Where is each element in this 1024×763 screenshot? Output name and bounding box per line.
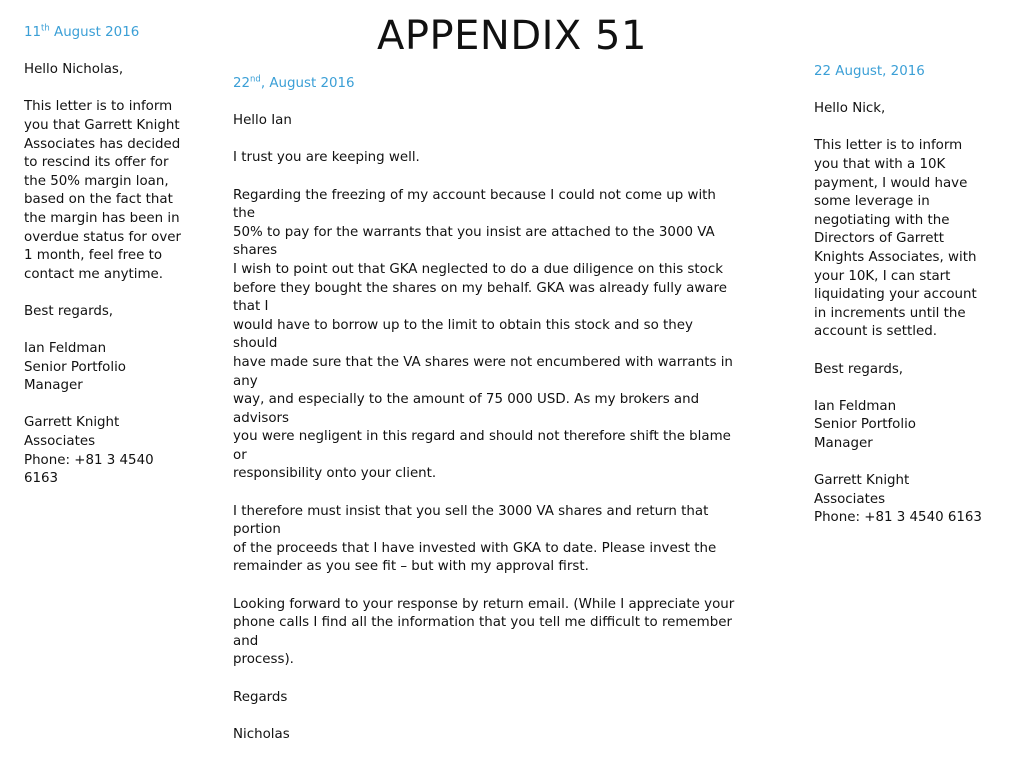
text-line: This letter is to inform: [24, 99, 173, 115]
text-line: This letter is to inform: [814, 138, 963, 154]
text-line: Phone: +81 3 4540: [24, 452, 154, 468]
text-line: some leverage in: [814, 194, 930, 210]
text-line: would have to borrow up to the limit to obtain this stock and so they should: [233, 317, 693, 352]
text-line: Nicholas: [233, 726, 290, 742]
date-ordinal-suffix: nd: [250, 74, 261, 85]
date-ordinal-suffix: th: [41, 23, 50, 34]
letter-paragraph: [233, 503, 739, 577]
text-line: I wish to point out that GKA neglected to do a due diligence on this stock: [233, 261, 723, 277]
letter-paragraph: [233, 149, 739, 168]
letter-paragraph: [233, 187, 739, 485]
text-line: process).: [233, 652, 294, 668]
page-title: APPENDIX 51: [377, 13, 647, 59]
text-line: the 50% margin loan,: [24, 173, 169, 189]
text-line: contact me anytime.: [24, 266, 164, 282]
date-day: 22: [233, 76, 251, 91]
text-line: way, and especially to the amount of 75 000 USD. As my brokers and advisors: [233, 392, 700, 426]
text-line: overdue status for over: [24, 229, 182, 245]
text-line: liquidating your account: [814, 287, 977, 303]
text-line: your 10K, I can start: [814, 268, 951, 284]
text-line: Looking forward to your response by return email. (While I appreciate your: [233, 596, 735, 612]
letter-paragraph: [24, 98, 182, 284]
date-day: 11: [24, 25, 42, 40]
letter-aug-22: [814, 63, 982, 546]
text-line: I trust you are keeping well.: [233, 150, 420, 166]
letter-paragraph: [24, 303, 182, 322]
text-line: Garrett Knight: [24, 415, 120, 431]
text-line: 50% to pay for the warrants that you insist are attached to the 3000 VA shares: [233, 224, 715, 259]
text-line: Senior Portfolio: [24, 359, 126, 375]
text-line: before they bought the shares on my behalf. GKA was already fully aware that I: [233, 280, 727, 315]
text-line: Regards: [233, 689, 288, 705]
letter-paragraph: [814, 398, 982, 454]
text-line: remainder as you see fit – but with my approval first.: [233, 559, 589, 575]
date-rest: August 2016: [49, 25, 140, 40]
date-day: 22 August, 2016: [814, 64, 925, 79]
letter-paragraph: [814, 100, 982, 119]
text-line: Hello Ian: [233, 113, 292, 129]
text-line: Garrett Knight: [814, 473, 910, 489]
text-line: Associates has decided: [24, 136, 181, 152]
letter-paragraph: [814, 137, 982, 342]
text-line: Best regards,: [814, 361, 904, 377]
text-line: in increments until the: [814, 305, 966, 321]
text-line: Associates: [24, 434, 96, 450]
text-line: you were negligent in this regard and should not therefore shift the blame or: [233, 429, 731, 463]
letter-date: [233, 75, 739, 94]
date-rest: , August 2016: [260, 76, 355, 91]
text-line: I therefore must insist that you sell the 3000 VA shares and return that portion: [233, 503, 709, 538]
text-line: you that Garrett Knight: [24, 117, 180, 133]
text-line: 6163: [24, 471, 59, 487]
text-line: account is settled.: [814, 324, 937, 340]
text-line: phone calls I find all the information that you tell me difficult to remember and: [233, 615, 732, 649]
text-line: Ian Feldman: [814, 398, 897, 414]
letter-paragraph: [233, 112, 739, 131]
letter-paragraph: [233, 726, 739, 745]
text-line: responsibility onto your client.: [233, 466, 437, 482]
text-line: of the proceeds that I have invested with GKA to date. Please invest the: [233, 540, 717, 556]
text-line: negotiating with the: [814, 212, 950, 228]
letter-date: [814, 63, 982, 82]
text-line: Ian Feldman: [24, 341, 107, 357]
text-line: based on the fact that: [24, 192, 173, 208]
text-line: Hello Nicholas,: [24, 62, 124, 78]
letter-paragraph: [24, 340, 182, 396]
text-line: Associates: [814, 491, 886, 507]
text-line: Best regards,: [24, 303, 114, 319]
letter-paragraph: [814, 472, 982, 528]
letter-paragraph: [24, 61, 182, 80]
letter-aug-22-reply: [233, 75, 739, 763]
text-line: Hello Nick,: [814, 101, 886, 117]
text-line: Directors of Garrett: [814, 231, 944, 247]
text-line: have made sure that the VA shares were not encumbered with warrants in any: [233, 354, 733, 389]
letter-date: [24, 24, 182, 43]
letter-paragraph: [233, 689, 739, 708]
text-line: the margin has been in: [24, 210, 180, 226]
text-line: Senior Portfolio: [814, 417, 916, 433]
text-line: payment, I would have: [814, 175, 968, 191]
letter-paragraph: [24, 414, 182, 488]
text-line: 1 month, feel free to: [24, 248, 163, 264]
text-line: you that with a 10K: [814, 156, 946, 172]
letter-nov-11: [24, 24, 182, 507]
text-line: Manager: [24, 378, 83, 394]
text-line: to rescind its offer for: [24, 155, 169, 171]
letter-paragraph: [233, 596, 739, 670]
text-line: Phone: +81 3 4540 6163: [814, 510, 982, 526]
letter-paragraph: [814, 361, 982, 380]
text-line: Knights Associates, with: [814, 249, 977, 265]
text-line: Manager: [814, 435, 873, 451]
text-line: Regarding the freezing of my account because I could not come up with the: [233, 187, 716, 222]
